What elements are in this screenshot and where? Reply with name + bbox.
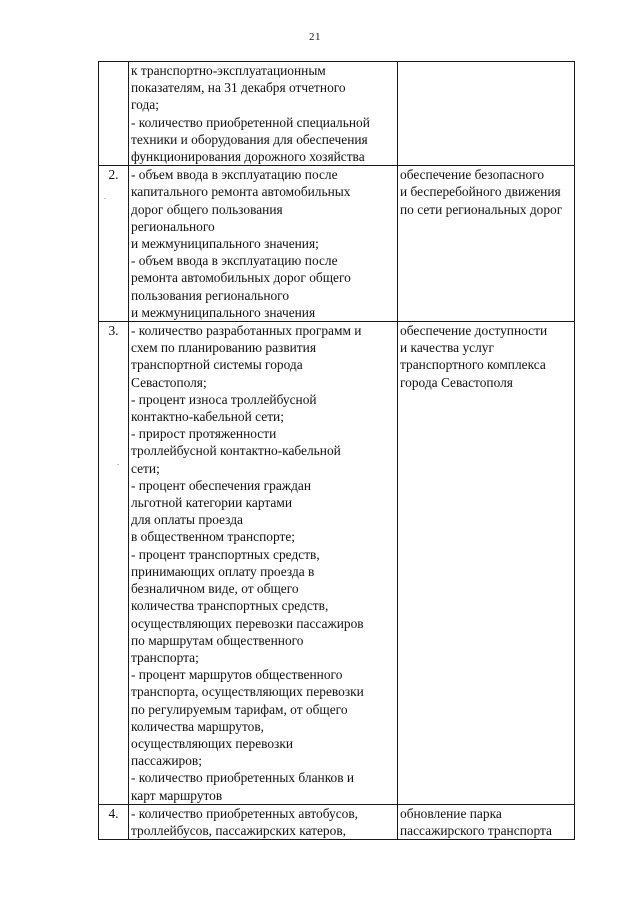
indicator-text-line: для оплаты проезда <box>131 512 243 528</box>
indicator-text-line: - процент маршрутов общественного <box>131 667 343 683</box>
program-indicators-table <box>98 61 575 840</box>
indicator-text-line: и межмуниципального значения; <box>131 236 319 252</box>
goal-text-line: пассажирского транспорта <box>400 822 552 838</box>
indicator-text-line: сети; <box>131 460 160 476</box>
indicator-text-line: года; <box>131 97 159 113</box>
indicator-text-line: капитального ремонта автомобильных <box>131 184 351 200</box>
indicator-text-line: транспорта, осуществляющих перевозки <box>131 684 364 700</box>
indicator-text-line: регионального <box>131 218 215 234</box>
indicator-text-line: карт маршрутов <box>131 787 223 803</box>
indicator-text-line: показателям, на 31 декабря отчетного <box>131 80 346 96</box>
indicator-text-line: троллейбусов, пассажирских катеров, <box>131 822 346 838</box>
indicator-text-line: к транспортно-эксплуатационным <box>131 63 326 78</box>
indicator-text-line: льготной категории картами <box>131 495 292 511</box>
indicator-text-line: и межмуниципального значения <box>131 304 316 320</box>
indicator-text-line: Севастополя; <box>131 374 207 390</box>
table-row <box>99 322 575 805</box>
indicator-text-line: по маршрутам общественного <box>131 632 304 648</box>
goal-cell <box>398 62 575 166</box>
indicator-text-line: контактно-кабельной сети; <box>131 409 284 425</box>
indicator-text-line: - процент износа троллейбусной <box>131 391 317 407</box>
goal-text-line: транспортного комплекса <box>400 357 546 373</box>
indicator-cell <box>129 804 398 839</box>
goal-text-line: и качества услуг <box>400 340 494 356</box>
indicator-text-line: принимающих оплату проезда в <box>131 563 315 579</box>
indicator-cell <box>129 62 398 166</box>
indicator-text-line: схем по планированию развития <box>131 340 316 356</box>
indicator-text-line: осуществляющих перевозки <box>131 735 294 751</box>
row-number-cell <box>99 62 129 166</box>
indicator-text-line: функционирования дорожного хозяйства <box>131 149 365 165</box>
indicator-text-line: - количество разработанных программ и <box>131 323 362 339</box>
table-row <box>99 62 575 166</box>
goal-cell <box>398 322 575 805</box>
indicator-text-line: троллейбусной контактно-кабельной <box>131 443 341 459</box>
table-row <box>99 166 575 322</box>
indicator-text-line: - количество приобретенной специальной <box>131 114 370 130</box>
row-number-cell: 4. <box>99 804 129 839</box>
page-number: 21 <box>309 31 321 43</box>
goal-text-line: по сети региональных дорог <box>400 201 563 217</box>
goal-text-line: города Севастополя <box>400 374 513 390</box>
indicator-text-line: - прирост протяженности <box>131 426 277 442</box>
indicator-text-line: - процент транспортных средств, <box>131 546 320 562</box>
indicator-text-line: транспортной системы города <box>131 357 303 373</box>
indicator-text-line: транспорта; <box>131 649 199 665</box>
indicator-text-line: дорог общего пользования <box>131 201 283 217</box>
indicator-text-line: ремонта автомобильных дорог общего <box>131 270 351 286</box>
table-row <box>99 804 575 839</box>
goal-text-line: обеспечение доступности <box>400 323 548 339</box>
indicator-text-line: безналичном виде, от общего <box>131 581 299 597</box>
indicator-text-line: - количество приобретенных автобусов, <box>131 805 359 821</box>
indicator-text-line: пассажиров; <box>131 753 202 769</box>
indicator-text-line: пользования регионального <box>131 287 290 303</box>
indicator-text-line: в общественном транспорте; <box>131 529 296 545</box>
indicator-text-line: осуществляющих перевозки пассажиров <box>131 615 364 631</box>
row-number-cell: 3. <box>99 322 129 805</box>
indicator-text-line: - количество приобретенных бланков и <box>131 770 355 786</box>
margin-dot: . <box>104 192 106 201</box>
indicator-cell <box>129 166 398 322</box>
margin-dot: . <box>117 458 119 467</box>
indicator-text-line: количества маршрутов, <box>131 718 265 734</box>
indicator-text-line: техники и оборудования для обеспечения <box>131 131 368 147</box>
indicator-cell <box>129 322 398 805</box>
goal-cell <box>398 804 575 839</box>
indicator-text-line: - процент обеспечения граждан <box>131 477 311 493</box>
goal-cell <box>398 166 575 322</box>
goal-text-line: обеспечение безопасного <box>400 167 545 183</box>
goal-text-line: и бесперебойного движения <box>400 184 561 200</box>
goal-text-line: обновление парка <box>400 805 502 821</box>
indicator-text-line: по регулируемым тарифам, от общего <box>131 701 348 717</box>
indicator-text-line: - объем ввода в эксплуатацию после <box>131 167 338 183</box>
indicator-text-line: количества транспортных средств, <box>131 598 329 614</box>
row-number-cell: 2. <box>99 166 129 322</box>
indicator-text-line: - объем ввода в эксплуатацию после <box>131 253 338 269</box>
